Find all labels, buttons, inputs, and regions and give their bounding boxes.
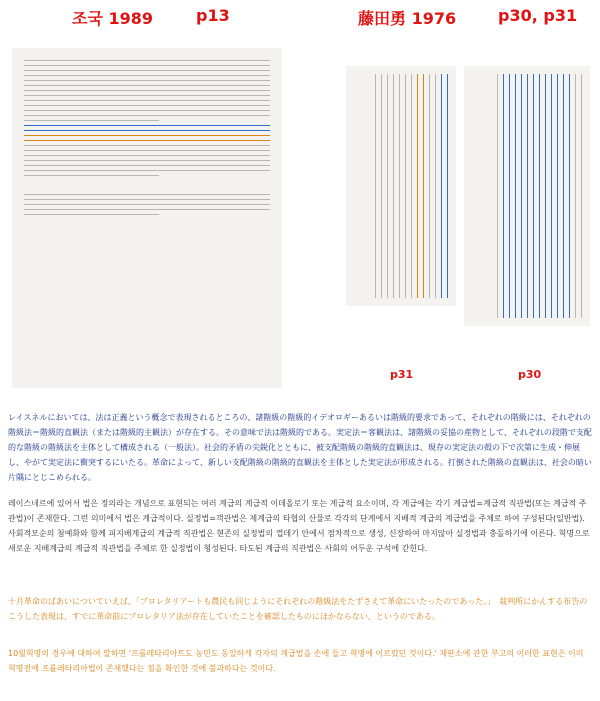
- right-page-scan-image-p30: [464, 66, 590, 326]
- japanese-quote-paragraph-1: レイスネルにおいては、法は正義という概念で表現されるところの、諸階級の階級的イデオロギーあるいは階級的要求であって、それぞれの階級には、それぞれの階級法＝階級的直観法（または階級的主観法）が存在する。その意味で法は階級的である。実定法＝客観法は、諸階級の妥協の産物として、それぞれの段階で支配的な階級の階級法を主体として構成される（一般法）。社会的矛盾の尖鋭化とともに、被支配階級の階級的直観法は、現存の実定法の殻の下で次第に生成・伸展し、やがて実定法に衝突するにいたる。革命によって、新しい支配階級の階級的直観法を主体とした実定法が形成される。打倒された階級の直観法は、社会の暗い片隅にとじこめられる。: [8, 413, 592, 482]
- right-author-title: 藤田勇 1976: [358, 9, 457, 28]
- scan-page-label-p30: p30: [518, 368, 542, 381]
- left-author-title: 조국 1989: [72, 9, 154, 28]
- japanese-quote-paragraph-2: 十月革命のばあいについていえば、「プロレタリアートも農民も同じようにそれぞれの階級法をたずさえて革命にいたったのであった。」 裁判所にかんする布告のこうした表現は、すでに革命前にプロレタリア法が存在していたことを確認したものにほかならない、というのである。: [8, 597, 588, 621]
- scan-page-label-p31: p31: [390, 368, 414, 381]
- left-page-scan-image: [12, 48, 282, 388]
- right-page-scan-image-p31: [346, 66, 456, 306]
- right-page-ref: p30, p31: [498, 6, 578, 25]
- korean-translation-paragraph-1: 레이스네르에 있어서 법은 정의라는 개념으로 표현되는 여러 계급의 계급적 이데올로기 또는 계급적 요소이며, 각 계급에는 각기 계급법=계급적 직관법(또는 계급적 주관법)이 존재한다. 그런 의미에서 법은 계급적이다. 실정법=객관법은 제계급의 타협의 산물로 각각의 단계에서 지배적 계급의 계급법을 주체로 하여 구성된다(일반법). 사회적모순의 첨예화와 함께 피지배계급의 계급적 직관법은 현존의 실정법의 껍데기 안에서 점차적으로 생성, 신장하여 마지않아 실정법과 충돌하기에 이른다. 혁명으로 새로운 지배계급의 계급적 직관법을 주체로 한 실정법이 형성된다. 타도된 계급의 직관법은 사회의 어두운 구석에 갇힌다.: [8, 499, 590, 553]
- left-page-ref: p13: [196, 6, 230, 25]
- korean-translation-paragraph-2: 10월혁명의 경우에 대하여 말하면 '프롤레타리아트도 농민도 동일하게 각자의 계급법을 손에 들고 혁명에 이르렀던 것이다.' 재판소에 관한 부고의 이러한 표현은 이미 혁명전에 프롤레타리아법이 존재했다는 점을 확인한 것에 불과하다는 것이다.: [8, 649, 584, 673]
